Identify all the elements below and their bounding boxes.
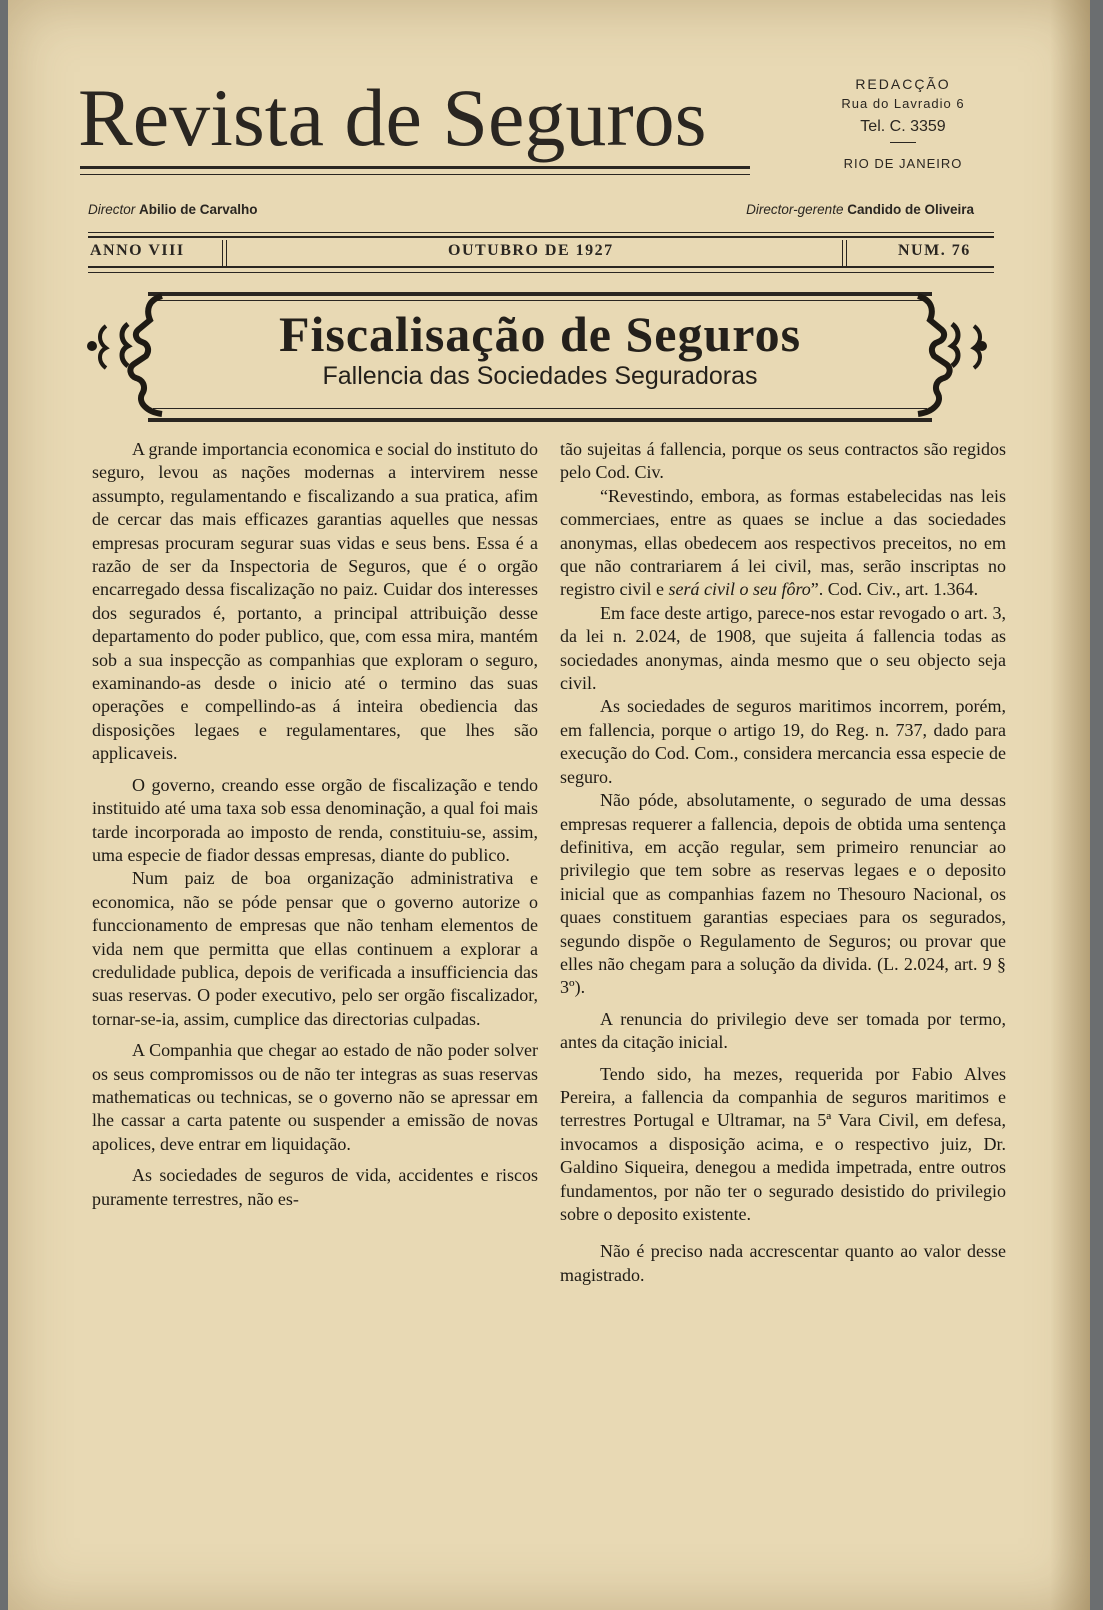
paragraph-gap: [560, 1055, 1006, 1063]
title-frame-line: [153, 408, 927, 409]
paragraph: As sociedades de seguros maritimos incorrem, porém, em fallencia, porque o artigo 19, do Reg. n. 737, dado para execução do Cod. Com., considera mercancia essa especie de seguro.: [560, 696, 1006, 787]
paragraph: A grande importancia economica e social do instituto do seguro, levou as nações modernas a intervirem nesse assumpto, regulamentando e fiscalizando a sua pratica, afim de cercar das mais efficazes garantias aquelles que nessas empresas procuram segurar suas vidas e seus bens. Essa é a razão de ser da Inspectoria de Seguros, que é o orgão encarregado dessa fiscalização no paiz. Cuidar dos interesses dos segurados é, portanto, a principal attribuição desse departamento do poder publico, que, com essa mira, mantém sob a sua inspecção as companhias que exploram o seguro, examinando-as desde o inicio até o termino das suas operações e compellindo-as á inteira obediencia das disposições legaes e regulamentares, que lhes são applicaveis.: [92, 439, 538, 764]
quote-citation: ”. Cod. Civ., art. 1.364.: [810, 579, 979, 600]
paragraph: tão sujeitas á fallencia, porque os seus contractos são regidos pelo Cod. Civ.: [560, 439, 1006, 483]
info-separator: [222, 240, 223, 266]
masthead-rule-thin: [80, 174, 750, 175]
redaccao-rule: [890, 142, 916, 143]
issue-number: NUM. 76: [898, 242, 971, 259]
right-column: [560, 438, 1006, 1287]
masthead-title: Revista de Seguros: [78, 72, 707, 163]
paragraph-gap: [92, 1031, 538, 1039]
page-edge-shadow: [1050, 0, 1090, 1610]
article-title: Fiscalisação de Seguros: [278, 306, 802, 362]
paragraph-gap: [560, 1226, 1006, 1240]
director-label: Director: [88, 202, 136, 217]
paragraph: A renuncia do privilegio deve ser tomada por termo, antes da citação inicial.: [560, 1008, 1006, 1053]
manager-line: [746, 202, 974, 217]
redaccao-phone: Tel. C. 3359: [860, 118, 946, 135]
manager-label: Director-gerente: [746, 202, 844, 217]
director-name: Abilio de Carvalho: [139, 202, 258, 217]
paragraph: Tendo sido, ha mezes, requerida por Fabio Alves Pereira, a fallencia da companhia de seguros maritimos e terrestres Portugal e Ultramar, na 5ª Vara Civil, em defesa, invocamos a disposição acima, e o respectivo juiz, Dr. Galdino Siqueira, denegou a medida impetrada, entre outros fundamentos, por não ter o segurado desistido do privilegio sobre o deposito existente.: [560, 1063, 1006, 1224]
quote-paragraph: [560, 485, 1006, 602]
info-separator: [226, 240, 227, 266]
info-separator: [842, 240, 843, 266]
paragraph-gap: [92, 766, 538, 774]
issue-anno: ANNO VIII: [90, 242, 185, 259]
newspaper-page: [8, 0, 1090, 1610]
quote-text: “Revestindo, embora, as formas estabelecidas nas leis commerciaes, entre as quaes se inclue a das sociedades anonymas, ellas obedecem aos respectivos preceitos, no em que não contrariarem á lei civil, mas, serão inscriptas no registro civil e: [560, 485, 1006, 600]
paragraph: Não póde, absolutamente, o segurado de uma dessas empresas requerer a fallencia, depois de obtida uma sentença definitiva, em acção regular, sem primeiro renunciar ao privilegio que tem sobre as reservas legaes e o deposito inicial que as companhias fazem no Thesouro Nacional, os quaes constituem garantias especiaes para os segurados, segundo dispõe o Regulamento de Seguros; ou provar que elles não chegam para a solução da divida. (L. 2.024, art. 9 § 3º).: [560, 790, 1006, 998]
manager-name: Candido de Oliveira: [847, 202, 974, 217]
director-line: [88, 202, 258, 217]
issue-date: OUTUBRO DE 1927: [448, 242, 614, 259]
info-rule: [88, 272, 994, 273]
info-rule: [88, 232, 994, 233]
info-rule: [88, 266, 994, 268]
paragraph: As sociedades de seguros de vida, accidentes e riscos puramente terrestres, não es-: [92, 1165, 538, 1209]
info-separator: [846, 240, 847, 266]
redaccao-city: RIO DE JANEIRO: [843, 156, 963, 171]
paragraph: Em face deste artigo, parece-nos estar revogado o art. 3, da lei n. 2.024, de 1908, que sujeita á fallencia todas as sociedades anonymas, ainda mesmo que o seu objecto seja civil.: [560, 602, 1006, 694]
paragraph-gap: [560, 1000, 1006, 1008]
paragraph: Num paiz de boa organização administrativa e economica, não se póde pensar que o governo autorize o funccionamento de empresas que não tenham elementos de vida nem que permitta que ellas continuem a explorar a credulidade publica, depois de verificada a insufficiencia das suas reservas. O poder executivo, pelo ser orgão fiscalizador, tornar-se-ia, assim, cumplice das directorias culpadas.: [92, 868, 538, 1029]
info-rule: [88, 236, 994, 238]
paragraph-gap: [92, 1156, 538, 1164]
quote-emphasis: será civil o seu fôro: [668, 579, 811, 600]
paragraph: O governo, creando esse orgão de fiscalização e tendo instituido até uma taxa sob essa denominação, a qual foi mais tarde incorporada ao imposto de renda, constituiu-se, assim, uma especie de fiador dessas empresas, diante do publico.: [92, 774, 538, 865]
article-subtitle: Fallencia das Sociedades Seguradoras: [322, 362, 758, 390]
left-column: [92, 438, 538, 1211]
masthead-rule: [80, 166, 750, 169]
title-frame-line: [153, 300, 927, 301]
paragraph: A Companhia que chegar ao estado de não poder solver os seus compromissos ou de não ter integras as suas reservas mathematicas ou technicas, se o governo não se apressar em lhe cassar a carta patente ou suspender a emissão de novas apolices, deve entrar em liquidação.: [92, 1040, 538, 1154]
redaccao-address: Rua do Lavradio 6: [841, 96, 965, 111]
paragraph: Não é preciso nada accrescentar quanto ao valor desse magistrado.: [560, 1241, 1006, 1285]
redaccao-label: REDACÇÃO: [855, 76, 951, 92]
